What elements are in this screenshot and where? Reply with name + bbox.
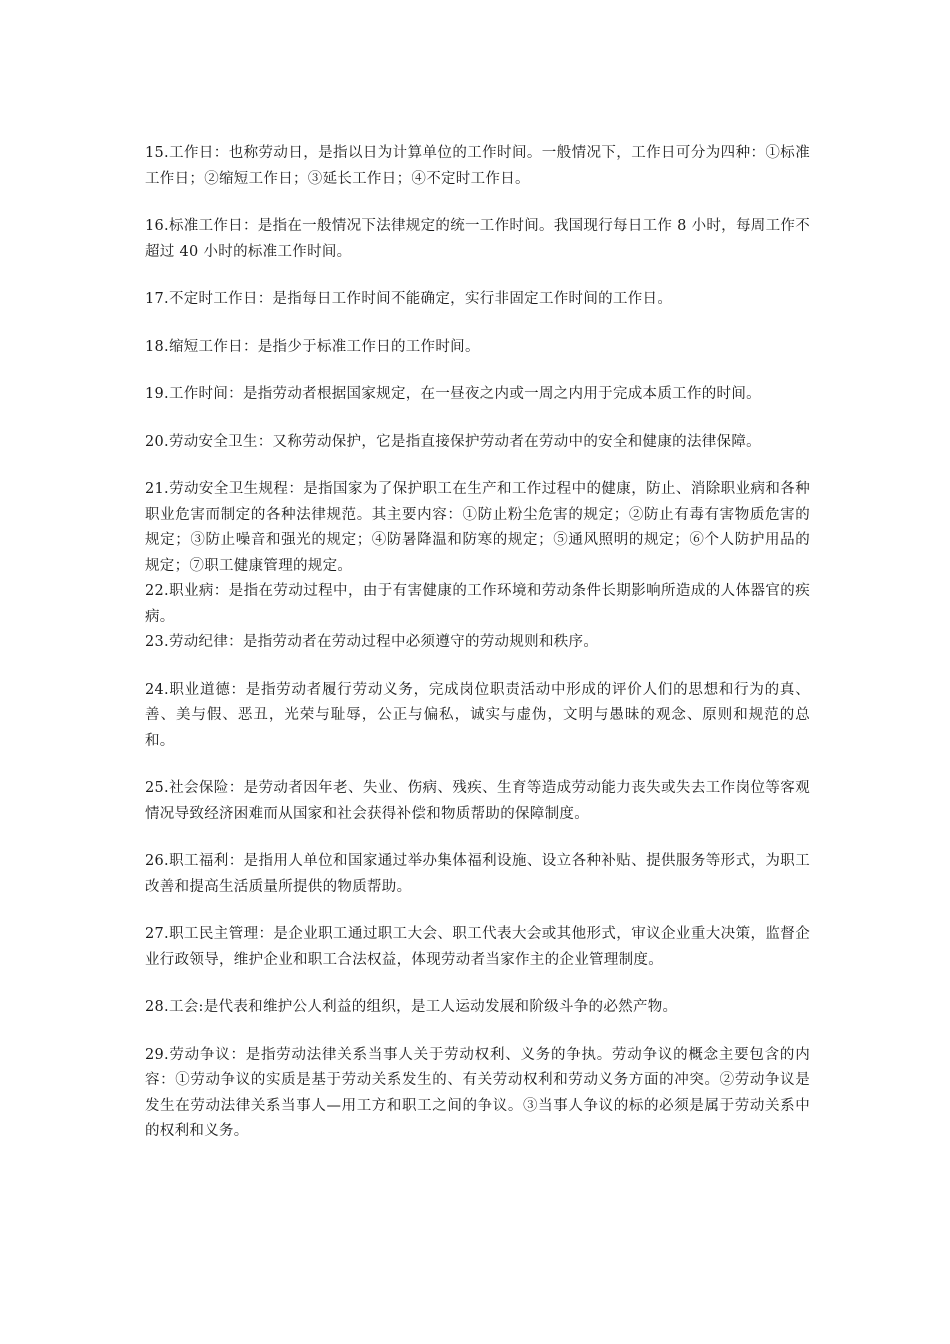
definition-entry-27: 27.职工民主管理：是企业职工通过职工大会、职工代表大会或其他形式，审议企业重大决策，监督企业行政领导，维护企业和职工合法权益，体现劳动者当家作主的企业管理制度。 <box>145 926 810 968</box>
definition-entry-15: 15.工作日：也称劳动日，是指以日为计算单位的工作时间。一般情况下，工作日可分为四种：①标准工作日；②缩短工作日；③延长工作日；④不定时工作日。 <box>145 145 810 187</box>
definition-entry-24: 24.职业道德：是指劳动者履行劳动义务，完成岗位职责活动中形成的评价人们的思想和行为的真、善、美与假、恶丑，光荣与耻辱，公正与偏私，诚实与虚伪，文明与愚昧的观念、原则和规范的总和。 <box>145 681 810 749</box>
definition-entry-28: 28.工会:是代表和维护公人利益的组织，是工人运动发展和阶级斗争的必然产物。 <box>145 999 678 1015</box>
definition-entry-26: 26.职工福利：是指用人单位和国家通过举办集体福利设施、设立各种补贴、提供服务等形式，为职工改善和提高生活质量所提供的物质帮助。 <box>145 853 810 895</box>
definition-entry-17: 17.不定时工作日：是指每日工作时间不能确定，实行非固定工作时间的工作日。 <box>145 291 673 307</box>
definition-entry-22: 22.职业病：是指在劳动过程中，由于有害健康的工作环境和劳动条件长期影响所造成的人体器官的疾病。 <box>145 583 810 625</box>
definition-entry-29: 29.劳动争议：是指劳动法律关系当事人关于劳动权利、义务的争执。劳动争议的概念主要包含的内容：①劳动争议的实质是基于劳动关系发生的、有关劳动权利和劳动义务方面的冲突。②劳动争议是发生在劳动法律关系当事人—用工方和职工之间的争议。③当事人争议的标的必须是属于劳动关系中的权利和义务。 <box>145 1046 810 1139</box>
definition-entry-18: 18.缩短工作日：是指少于标准工作日的工作时间。 <box>145 338 480 355</box>
definition-entry-23: 23.劳动纪律：是指劳动者在劳动过程中必须遵守的劳动规则和秩序。 <box>145 634 599 650</box>
definition-entry-20: 20.劳动安全卫生：又称劳动保护，它是指直接保护劳动者在劳动中的安全和健康的法律保障。 <box>145 433 761 450</box>
definition-entry-16: 16.标准工作日：是指在一般情况下法律规定的统一工作时间。我国现行每日工作 8 小时，每周工作不超过 40 小时的标准工作时间。 <box>145 218 810 260</box>
definition-entry-25: 25.社会保险：是劳动者因年老、失业、伤病、残疾、生育等造成劳动能力丧失或失去工作岗位等客观情况导致经济困难而从国家和社会获得补偿和物质帮助的保障制度。 <box>145 780 810 822</box>
document-body <box>145 141 810 1145</box>
definition-entry-19: 19.工作时间：是指劳动者根据国家规定，在一昼夜之内或一周之内用于完成本质工作的时间。 <box>145 386 761 402</box>
definition-entry-21: 21.劳动安全卫生规程：是指国家为了保护职工在生产和工作过程中的健康，防止、消除职业病和各种职业危害而制定的各种法律规范。其主要内容：①防止粉尘危害的规定；②防止有毒有害物质危害的规定；③防止噪音和强光的规定；④防暑降温和防寒的规定；⑤通风照明的规定；⑥个人防护用品的规定；⑦职工健康管理的规定。 <box>145 481 810 574</box>
